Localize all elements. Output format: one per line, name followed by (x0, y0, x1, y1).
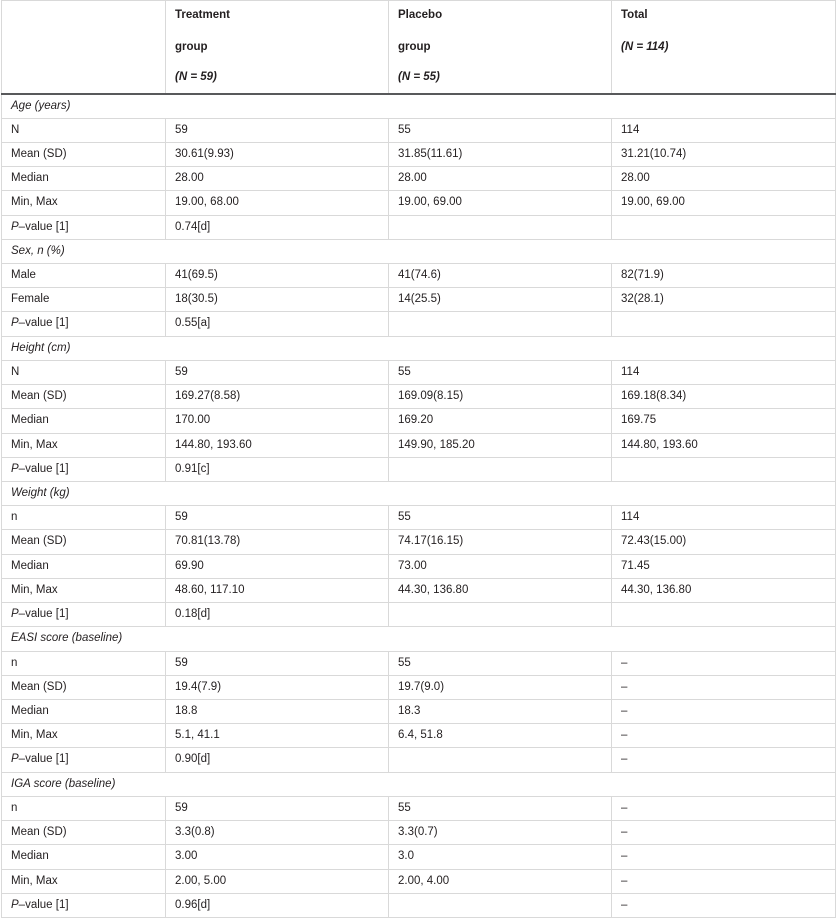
cell-placebo: 169.09(8.15) (389, 385, 612, 409)
cell-treatment: 59 (166, 118, 389, 142)
cell-treatment: 0.18[d] (166, 603, 389, 627)
row-label: n (2, 506, 166, 530)
cell-treatment: 18(30.5) (166, 288, 389, 312)
row-label: Median (2, 699, 166, 723)
row-label: P–value [1] (2, 312, 166, 336)
table-row (2, 821, 836, 845)
row-label: Mean (SD) (2, 385, 166, 409)
cell-treatment: 170.00 (166, 409, 389, 433)
cell-total (612, 312, 836, 336)
table-header (2, 1, 836, 94)
cell-treatment: 48.60, 117.10 (166, 578, 389, 602)
row-label: P–value [1] (2, 748, 166, 772)
row-label: Min, Max (2, 724, 166, 748)
column-header-treatment-line2: group (175, 40, 208, 53)
cell-placebo: 169.20 (389, 409, 612, 433)
section-header-row (2, 772, 836, 796)
section-header-row (2, 336, 836, 360)
cell-total (612, 457, 836, 481)
cell-treatment: 30.61(9.93) (166, 142, 389, 166)
cell-treatment: 0.96[d] (166, 893, 389, 917)
table-row (2, 675, 836, 699)
table-row (2, 845, 836, 869)
cell-placebo: 19.7(9.0) (389, 675, 612, 699)
row-label: Mean (SD) (2, 530, 166, 554)
cell-total: 169.75 (612, 409, 836, 433)
cell-total: – (612, 675, 836, 699)
cell-treatment: 3.00 (166, 845, 389, 869)
cell-placebo: 3.3(0.7) (389, 821, 612, 845)
cell-treatment: 169.27(8.58) (166, 385, 389, 409)
cell-treatment: 18.8 (166, 699, 389, 723)
row-label: Min, Max (2, 869, 166, 893)
row-label: Median (2, 409, 166, 433)
row-label: Median (2, 845, 166, 869)
cell-placebo: 55 (389, 360, 612, 384)
cell-treatment: 0.74[d] (166, 215, 389, 239)
cell-treatment: 144.80, 193.60 (166, 433, 389, 457)
table-row (2, 578, 836, 602)
cell-treatment: 28.00 (166, 167, 389, 191)
cell-placebo (389, 748, 612, 772)
table-row (2, 264, 836, 288)
baseline-characteristics-table (1, 0, 836, 918)
cell-treatment: 0.90[d] (166, 748, 389, 772)
table-row (2, 724, 836, 748)
cell-treatment: 0.55[a] (166, 312, 389, 336)
section-header-row (2, 94, 836, 119)
cell-placebo: 19.00, 69.00 (389, 191, 612, 215)
table-row (2, 167, 836, 191)
cell-treatment: 0.91[c] (166, 457, 389, 481)
table-row (2, 869, 836, 893)
row-label: Male (2, 264, 166, 288)
cell-treatment: 5.1, 41.1 (166, 724, 389, 748)
cell-placebo: 3.0 (389, 845, 612, 869)
cell-total: 114 (612, 506, 836, 530)
cell-placebo (389, 457, 612, 481)
row-label: Min, Max (2, 578, 166, 602)
row-label: Median (2, 167, 166, 191)
cell-placebo: 55 (389, 118, 612, 142)
cell-placebo: 28.00 (389, 167, 612, 191)
cell-placebo (389, 603, 612, 627)
column-header-placebo-line3: (N = 55) (398, 71, 440, 83)
row-label: Min, Max (2, 433, 166, 457)
cell-total: 72.43(15.00) (612, 530, 836, 554)
cell-total: – (612, 699, 836, 723)
cell-treatment: 59 (166, 360, 389, 384)
cell-total: 114 (612, 360, 836, 384)
column-header-total-line2: (N = 114) (621, 40, 669, 53)
column-header-treatment-line3: (N = 59) (175, 71, 217, 83)
table-row (2, 118, 836, 142)
row-label: P–value [1] (2, 457, 166, 481)
row-label: n (2, 796, 166, 820)
table-row (2, 748, 836, 772)
section-header-row (2, 482, 836, 506)
cell-total: 71.45 (612, 554, 836, 578)
row-label: P–value [1] (2, 215, 166, 239)
row-label: P–value [1] (2, 603, 166, 627)
column-header-placebo-line2: group (398, 40, 431, 53)
cell-placebo: 2.00, 4.00 (389, 869, 612, 893)
column-header-blank (2, 1, 166, 94)
row-label: n (2, 651, 166, 675)
cell-placebo: 73.00 (389, 554, 612, 578)
cell-placebo (389, 215, 612, 239)
table-row (2, 506, 836, 530)
cell-total: 19.00, 69.00 (612, 191, 836, 215)
cell-treatment: 59 (166, 506, 389, 530)
column-header-treatment-line1: Treatment (175, 9, 230, 21)
section-title: IGA score (baseline) (2, 772, 836, 796)
table-row (2, 699, 836, 723)
table-row (2, 796, 836, 820)
table-row (2, 312, 836, 336)
cell-placebo (389, 893, 612, 917)
cell-total: – (612, 748, 836, 772)
section-title: EASI score (baseline) (2, 627, 836, 651)
cell-placebo: 18.3 (389, 699, 612, 723)
cell-total: 169.18(8.34) (612, 385, 836, 409)
table-row (2, 457, 836, 481)
cell-placebo: 6.4, 51.8 (389, 724, 612, 748)
table-row (2, 530, 836, 554)
cell-treatment: 69.90 (166, 554, 389, 578)
cell-placebo: 55 (389, 651, 612, 675)
cell-total: 144.80, 193.60 (612, 433, 836, 457)
cell-treatment: 2.00, 5.00 (166, 869, 389, 893)
cell-total: 32(28.1) (612, 288, 836, 312)
cell-total: – (612, 869, 836, 893)
column-header-placebo (389, 1, 612, 94)
cell-treatment: 70.81(13.78) (166, 530, 389, 554)
row-label: P–value [1] (2, 893, 166, 917)
row-label: Female (2, 288, 166, 312)
cell-total: – (612, 724, 836, 748)
table-row (2, 288, 836, 312)
row-label: N (2, 118, 166, 142)
column-header-treatment (166, 1, 389, 94)
column-header-placebo-line1: Placebo (398, 9, 443, 21)
section-header-row (2, 239, 836, 263)
table-row (2, 651, 836, 675)
table-row (2, 215, 836, 239)
row-label: Median (2, 554, 166, 578)
cell-total: 31.21(10.74) (612, 142, 836, 166)
cell-total: 82(71.9) (612, 264, 836, 288)
row-label: Mean (SD) (2, 142, 166, 166)
cell-total: 114 (612, 118, 836, 142)
table-row (2, 409, 836, 433)
cell-placebo: 31.85(11.61) (389, 142, 612, 166)
table-row (2, 603, 836, 627)
cell-total (612, 215, 836, 239)
cell-total: – (612, 821, 836, 845)
cell-placebo: 14(25.5) (389, 288, 612, 312)
table-row (2, 433, 836, 457)
section-title: Height (cm) (2, 336, 836, 360)
cell-placebo: 55 (389, 506, 612, 530)
cell-placebo: 74.17(16.15) (389, 530, 612, 554)
table-row (2, 191, 836, 215)
section-title: Weight (kg) (2, 482, 836, 506)
column-header-total (612, 1, 836, 94)
cell-total: 44.30, 136.80 (612, 578, 836, 602)
cell-total: – (612, 893, 836, 917)
cell-treatment: 3.3(0.8) (166, 821, 389, 845)
cell-treatment: 59 (166, 651, 389, 675)
section-title: Age (years) (2, 94, 836, 119)
table-row (2, 385, 836, 409)
cell-total (612, 603, 836, 627)
table-row (2, 142, 836, 166)
table-header-row (2, 1, 836, 94)
cell-placebo: 44.30, 136.80 (389, 578, 612, 602)
row-label: N (2, 360, 166, 384)
cell-total: – (612, 845, 836, 869)
cell-placebo: 55 (389, 796, 612, 820)
cell-treatment: 19.4(7.9) (166, 675, 389, 699)
cell-placebo: 149.90, 185.20 (389, 433, 612, 457)
cell-placebo (389, 312, 612, 336)
cell-total: – (612, 796, 836, 820)
row-label: Min, Max (2, 191, 166, 215)
row-label: Mean (SD) (2, 675, 166, 699)
cell-total: – (612, 651, 836, 675)
row-label: Mean (SD) (2, 821, 166, 845)
cell-treatment: 59 (166, 796, 389, 820)
table-body (2, 94, 836, 918)
cell-total: 28.00 (612, 167, 836, 191)
table-row (2, 554, 836, 578)
cell-treatment: 41(69.5) (166, 264, 389, 288)
cell-placebo: 41(74.6) (389, 264, 612, 288)
section-header-row (2, 627, 836, 651)
section-title: Sex, n (%) (2, 239, 836, 263)
table-row (2, 360, 836, 384)
column-header-total-line1: Total (621, 9, 648, 21)
table-row (2, 893, 836, 917)
cell-treatment: 19.00, 68.00 (166, 191, 389, 215)
